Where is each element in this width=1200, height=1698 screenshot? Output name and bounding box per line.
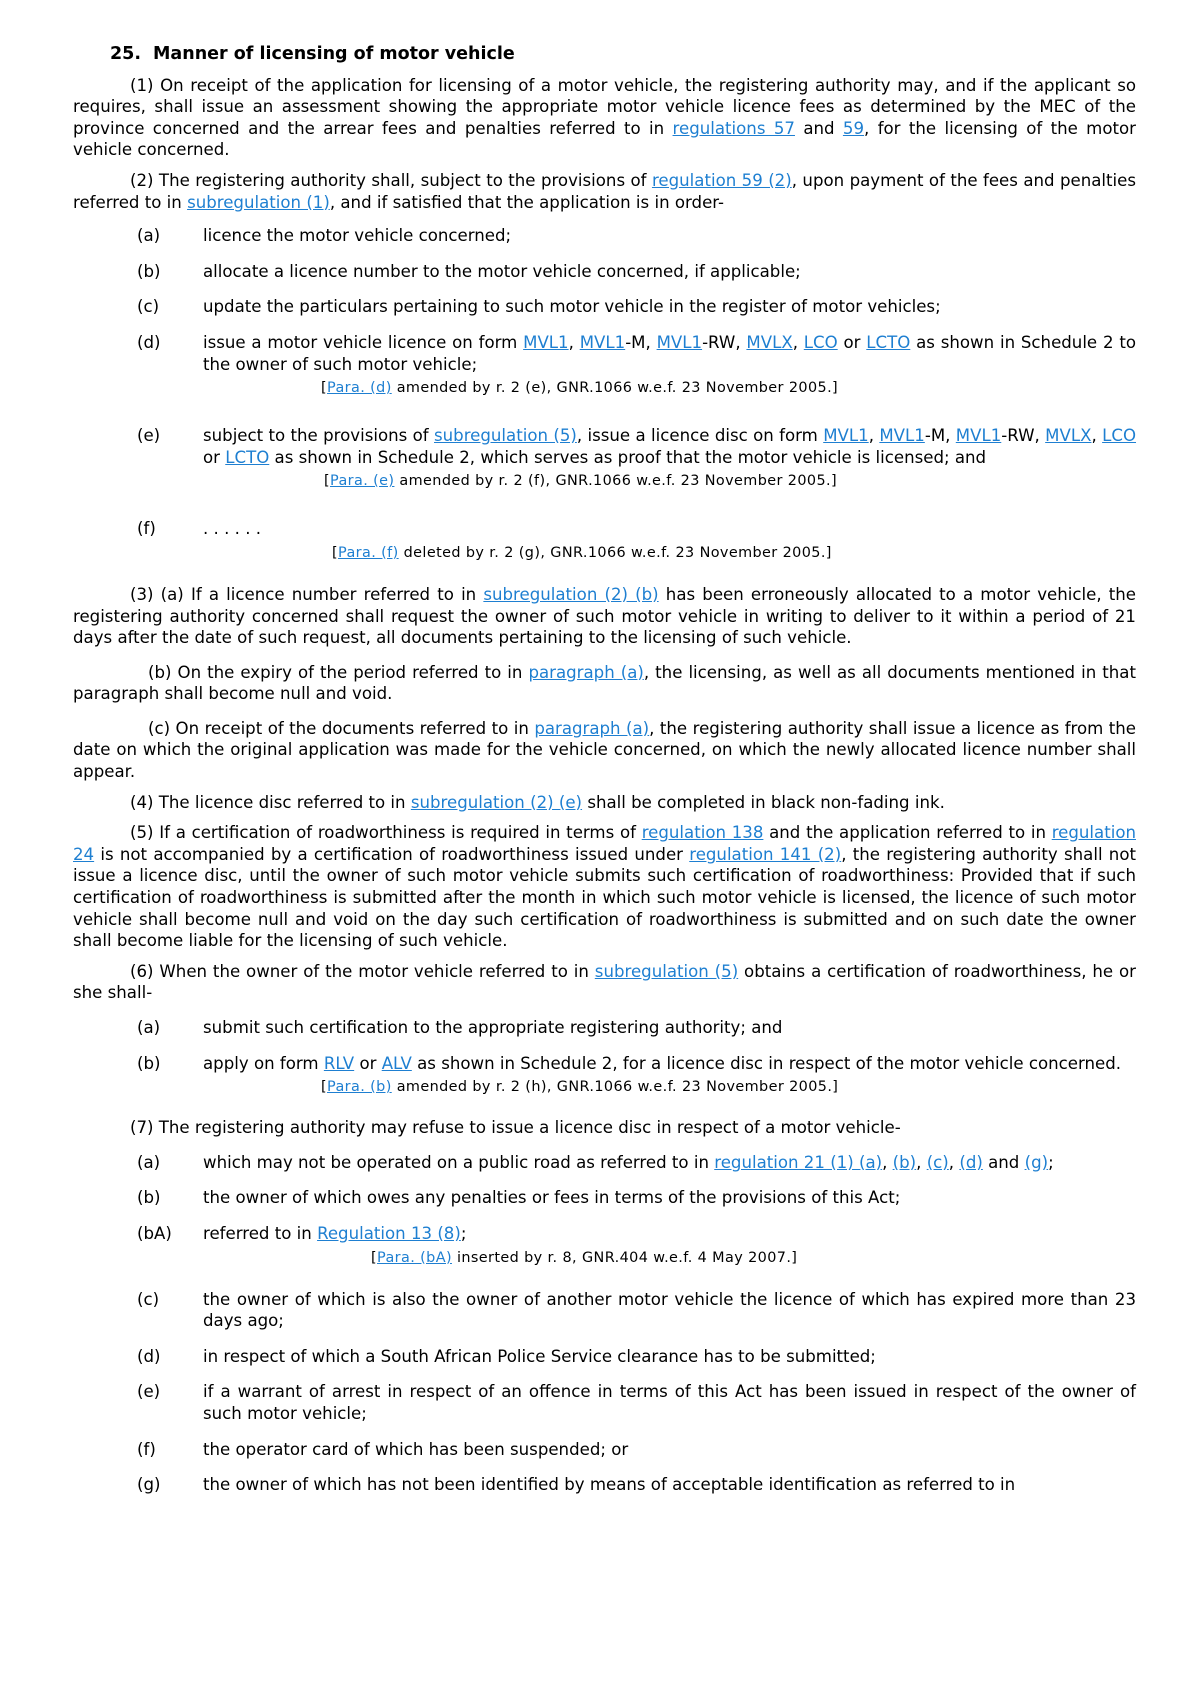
link-form-mvlx[interactable]: MVLX [1045,426,1092,446]
subregulation-2 [73,170,1136,213]
link-form-mvl1-rw[interactable]: MVL1 [656,332,703,352]
amendment-text: deleted by r. 2 (g), GNR.1066 w.e.f. 23 November 2005.] [398,544,832,561]
amendment-text: amended by r. 2 (f), GNR.1066 w.e.f. 23 November 2005.] [394,473,837,490]
item-text: allocate a licence number to the motor vehicle concerned, if applicable; [203,261,801,281]
item-label: (c) [137,297,160,317]
link-regulation-141-2[interactable]: regulation 141 (2) [689,844,842,864]
list-item-2b [73,261,1136,283]
list-item-7c [73,1289,1136,1332]
list-item-7b [73,1187,1136,1209]
link-regulation-21-1c[interactable]: (c) [926,1152,949,1172]
item-text: submit such certification to the appropriate registering authority; and [203,1018,783,1037]
list-item-7a [73,1152,1136,1174]
amendment-note: [Para. (bA) inserted by r. 8, GNR.404 w.e.f. 4 May 2007.] [371,1249,798,1266]
text-fragment: is not accompanied by a certification of roadworthiness issued under [94,844,690,864]
subregulation-3a-text: (3) (a) If a licence number referred to in [130,584,484,604]
list-item-2c [73,296,1136,318]
text-fragment: ; [460,1223,467,1243]
link-form-mvl1-rw[interactable]: MVL1 [955,426,1002,446]
link-form-lco[interactable]: LCO [803,332,838,352]
link-form-mvl1-m[interactable]: MVL1 [579,332,626,352]
link-regulation-138[interactable]: regulation 138 [641,823,764,843]
link-paragraph-a[interactable]: paragraph (a) [534,718,650,738]
text-fragment: or [354,1053,382,1073]
text-fragment: , the registering authority shall not issue a licence disc, until the owner of such motor vehicle submits such certification of roadworthiness: Provided that if such certification of roadworthiness is submitted after the month in which such motor vehicle is licensed, the licence of such motor vehicle shall become null and void on the day such certification of roadworthiness is submitted and on such date the owner shall become liable for the licensing of such vehicle. [73,844,1136,951]
item-label: (d) [137,1346,161,1366]
subregulation-1-text: (1) On receipt of the application for licensing of a motor vehicle, the registering authority may, and if the applicant so requires, shall issue an assessment showing the appropriate motor vehicle licence fees as determined by the MEC of the province concerned and the arrear fees and penalties referred to in [73,75,1136,138]
text-fragment: -M, [625,332,657,352]
subregulation-7-text: (7) The registering authority may refuse to issue a licence disc in respect of a motor vehicle- [130,1118,901,1138]
subregulation-2-text: (2) The registering authority shall, subject to the provisions of [130,170,652,190]
subregulation-3c-text: (c) On receipt of the documents referred to in [148,718,535,738]
link-regulation-21-1a[interactable]: regulation 21 (1) (a) [714,1152,883,1172]
list-item-7f [73,1439,1136,1461]
text-fragment: , for the licensing of the motor vehicle concerned. [73,118,1136,160]
item-label: (e) [137,426,161,446]
item-text: the operator card of which has been suspended; or [203,1439,629,1459]
link-form-mvl1-m[interactable]: MVL1 [879,426,925,446]
item-label: (b) [137,1188,161,1208]
item-text: the owner of which owes any penalties or fees in terms of the provisions of this Act; [203,1188,901,1208]
link-subregulation-1[interactable]: subregulation (1) [187,192,330,212]
item-label: (f) [137,519,156,539]
link-regulation-13-8[interactable]: Regulation 13 (8) [317,1223,461,1243]
text-fragment: or [837,332,867,352]
item-label: (a) [137,1018,161,1037]
link-paragraph-a[interactable]: paragraph (a) [528,662,644,682]
link-form-lco[interactable]: LCO [1102,426,1137,446]
item-label: (b) [137,1053,161,1073]
item-text: . . . . . . [203,519,262,539]
text-fragment: , [568,332,580,352]
item-label: (c) [137,1289,160,1309]
item-label: (a) [137,226,161,246]
subregulation-4-text: (4) The licence disc referred to in [130,792,411,812]
amendment-text: inserted by r. 8, GNR.404 w.e.f. 4 May 2007.] [451,1249,798,1266]
link-regulation-21-1b[interactable]: (b) [892,1152,917,1172]
text-fragment: , [1091,426,1103,446]
text-fragment: -M, [924,426,956,446]
link-para-ba[interactable]: Para. (bA) [377,1249,452,1266]
text-fragment: referred to in [203,1223,318,1243]
text-fragment: , and if satisfied that the application is in order- [329,192,725,212]
list-item-7ba [73,1223,1136,1268]
item-text: the owner of which has not been identified by means of acceptable identification as referred to in [203,1475,1016,1495]
text-fragment: , [868,426,880,446]
item-text: the owner of which is also the owner of another motor vehicle the licence of which has expired more than 23 days ago; [203,1289,1136,1331]
item-text [203,1223,1136,1245]
text-fragment: , [792,332,804,352]
list-item-6a [73,1017,1136,1039]
item-text: if a warrant of arrest in respect of an offence in terms of this Act has been issued in respect of the owner of such motor vehicle; [203,1382,1136,1423]
link-subregulation-5[interactable]: subregulation (5) [594,961,739,981]
list-item-7e [73,1381,1136,1424]
section-heading [110,44,1136,66]
subregulation-7 [73,1117,1136,1139]
text-fragment: issue a motor vehicle licence on form [203,332,524,352]
list-item-2a [73,225,1136,247]
link-form-mvl1[interactable]: MVL1 [823,426,869,446]
amendment-text: amended by r. 2 (h), GNR.1066 w.e.f. 23 November 2005.] [391,1079,839,1096]
item-text: licence the motor vehicle concerned; [203,226,512,246]
item-label: (g) [137,1475,161,1495]
text-fragment: , upon payment of the fees and penalties referred to in [73,170,1137,212]
text-fragment: shall be completed in black non-fading ink. [582,792,945,812]
subregulation-5 [73,822,1136,952]
link-para-e[interactable]: Para. (e) [330,473,395,490]
item-label: (f) [137,1439,156,1459]
amendment-note: [Para. (f) deleted by r. 2 (g), GNR.1066 w.e.f. 23 November 2005.] [332,544,832,561]
subregulation-6-text: (6) When the owner of the motor vehicle referred to in [130,961,595,981]
subregulation-3b [73,662,1136,705]
item-text: in respect of which a South African Police Service clearance has to be submitted; [203,1346,876,1366]
text-fragment: or [203,447,226,467]
text-fragment: and [794,118,843,138]
item-label: (bA) [137,1223,172,1243]
link-para-d[interactable]: Para. (d) [327,380,392,397]
text-fragment: -RW, [702,332,747,352]
text-fragment: , the licensing, as well as all documents mentioned in that paragraph shall become null and void. [73,662,1136,704]
link-regulation-59-2[interactable]: regulation 59 (2) [651,170,792,190]
item-text [203,332,1136,375]
text-fragment: as shown in Schedule 2 to the owner of such motor vehicle; [203,332,1136,374]
list-item-2e [73,425,1136,491]
item-text [203,1152,1136,1174]
item-text [203,425,1136,468]
subregulation-3c [73,718,1136,783]
link-regulation-24[interactable]: regulation 24 [73,823,1136,864]
text-fragment: , the registering authority shall issue a licence as from the date on which the original application was made for the vehicle concerned, on which the newly allocated licence number shall appear. [73,718,1137,782]
link-form-lcto[interactable]: LCTO [866,332,911,352]
text-fragment: which may not be operated on a public road as referred to in [203,1152,715,1172]
regulation-document [73,44,1136,1510]
text-fragment: ; [1048,1152,1054,1172]
link-subregulation-2b[interactable]: subregulation (2) (b) [483,584,659,604]
link-form-rlv[interactable]: RLV [323,1053,355,1073]
text-fragment: -RW, [1001,426,1046,446]
link-form-lcto[interactable]: LCTO [225,447,270,467]
link-form-alv[interactable]: ALV [381,1053,412,1073]
item-text: update the particulars pertaining to such motor vehicle in the register of motor vehicles; [203,297,941,317]
link-para-f[interactable]: Para. (f) [338,544,399,561]
list-item-7g [73,1474,1136,1496]
amendment-note: [Para. (b) amended by r. 2 (h), GNR.1066 w.e.f. 23 November 2005.] [321,1079,839,1096]
text-fragment: , [948,1152,960,1172]
subregulation-3b-text: (b) On the expiry of the period referred to in [148,662,529,682]
link-regulation-21-1d[interactable]: (d) [959,1152,983,1172]
text-fragment: , [882,1152,893,1172]
section-title: Manner of licensing of motor vehicle [153,44,515,64]
text-fragment: has been erroneously allocated to a motor vehicle, the registering authority concerned shall request the owner of such motor vehicle in writing to deliver to it within a period of 21 days after the date of such request, all documents pertaining to the licensing of such vehicle. [73,584,1136,648]
subregulation-5-text: (5) If a certification of roadworthiness is required in terms of [130,823,642,843]
amendment-note: [Para. (d) amended by r. 2 (e), GNR.1066 w.e.f. 23 November 2005.] [321,380,839,397]
link-form-mvl1[interactable]: MVL1 [523,332,569,352]
subregulation-4 [73,792,1136,814]
list-item-2f [73,518,1136,563]
text-fragment: and [982,1152,1025,1172]
link-regulation-21-1g[interactable]: (g) [1024,1152,1049,1172]
subregulation-3a [73,584,1136,649]
item-label: (a) [137,1152,161,1172]
amendment-text: amended by r. 2 (e), GNR.1066 w.e.f. 23 November 2005.] [391,380,839,397]
link-subregulation-5[interactable]: subregulation (5) [434,426,577,446]
subregulation-1 [73,75,1136,161]
text-fragment: as shown in Schedule 2, which serves as proof that the motor vehicle is licensed; and [269,447,987,467]
text-fragment: as shown in Schedule 2, for a licence disc in respect of the motor vehicle concerned. [411,1053,1122,1073]
item-label: (e) [137,1382,161,1402]
list-item-7d [73,1346,1136,1368]
text-fragment: , issue a licence disc on form [576,426,824,446]
text-fragment: obtains a certification of roadworthiness, he or she shall- [73,961,1136,1003]
link-subregulation-2e[interactable]: subregulation (2) (e) [410,792,583,812]
subregulation-6 [73,961,1136,1004]
item-text [203,1053,1136,1075]
text-fragment: , [916,1152,927,1172]
amendment-note: [Para. (e) amended by r. 2 (f), GNR.1066 w.e.f. 23 November 2005.] [324,473,837,490]
list-item-2d [73,332,1136,398]
item-label: (d) [137,332,161,352]
link-para-b[interactable]: Para. (b) [327,1079,392,1096]
text-fragment: subject to the provisions of [203,426,435,446]
text-fragment: and the application referred to in [763,823,1052,843]
link-regulations-57[interactable]: regulations 57 [672,118,795,138]
link-regulation-59[interactable]: 59 [842,118,865,138]
list-item-6b [73,1053,1136,1098]
section-number: 25. [110,44,142,64]
text-fragment: apply on form [203,1053,324,1073]
link-form-mvlx[interactable]: MVLX [746,332,793,352]
item-label: (b) [137,261,161,281]
